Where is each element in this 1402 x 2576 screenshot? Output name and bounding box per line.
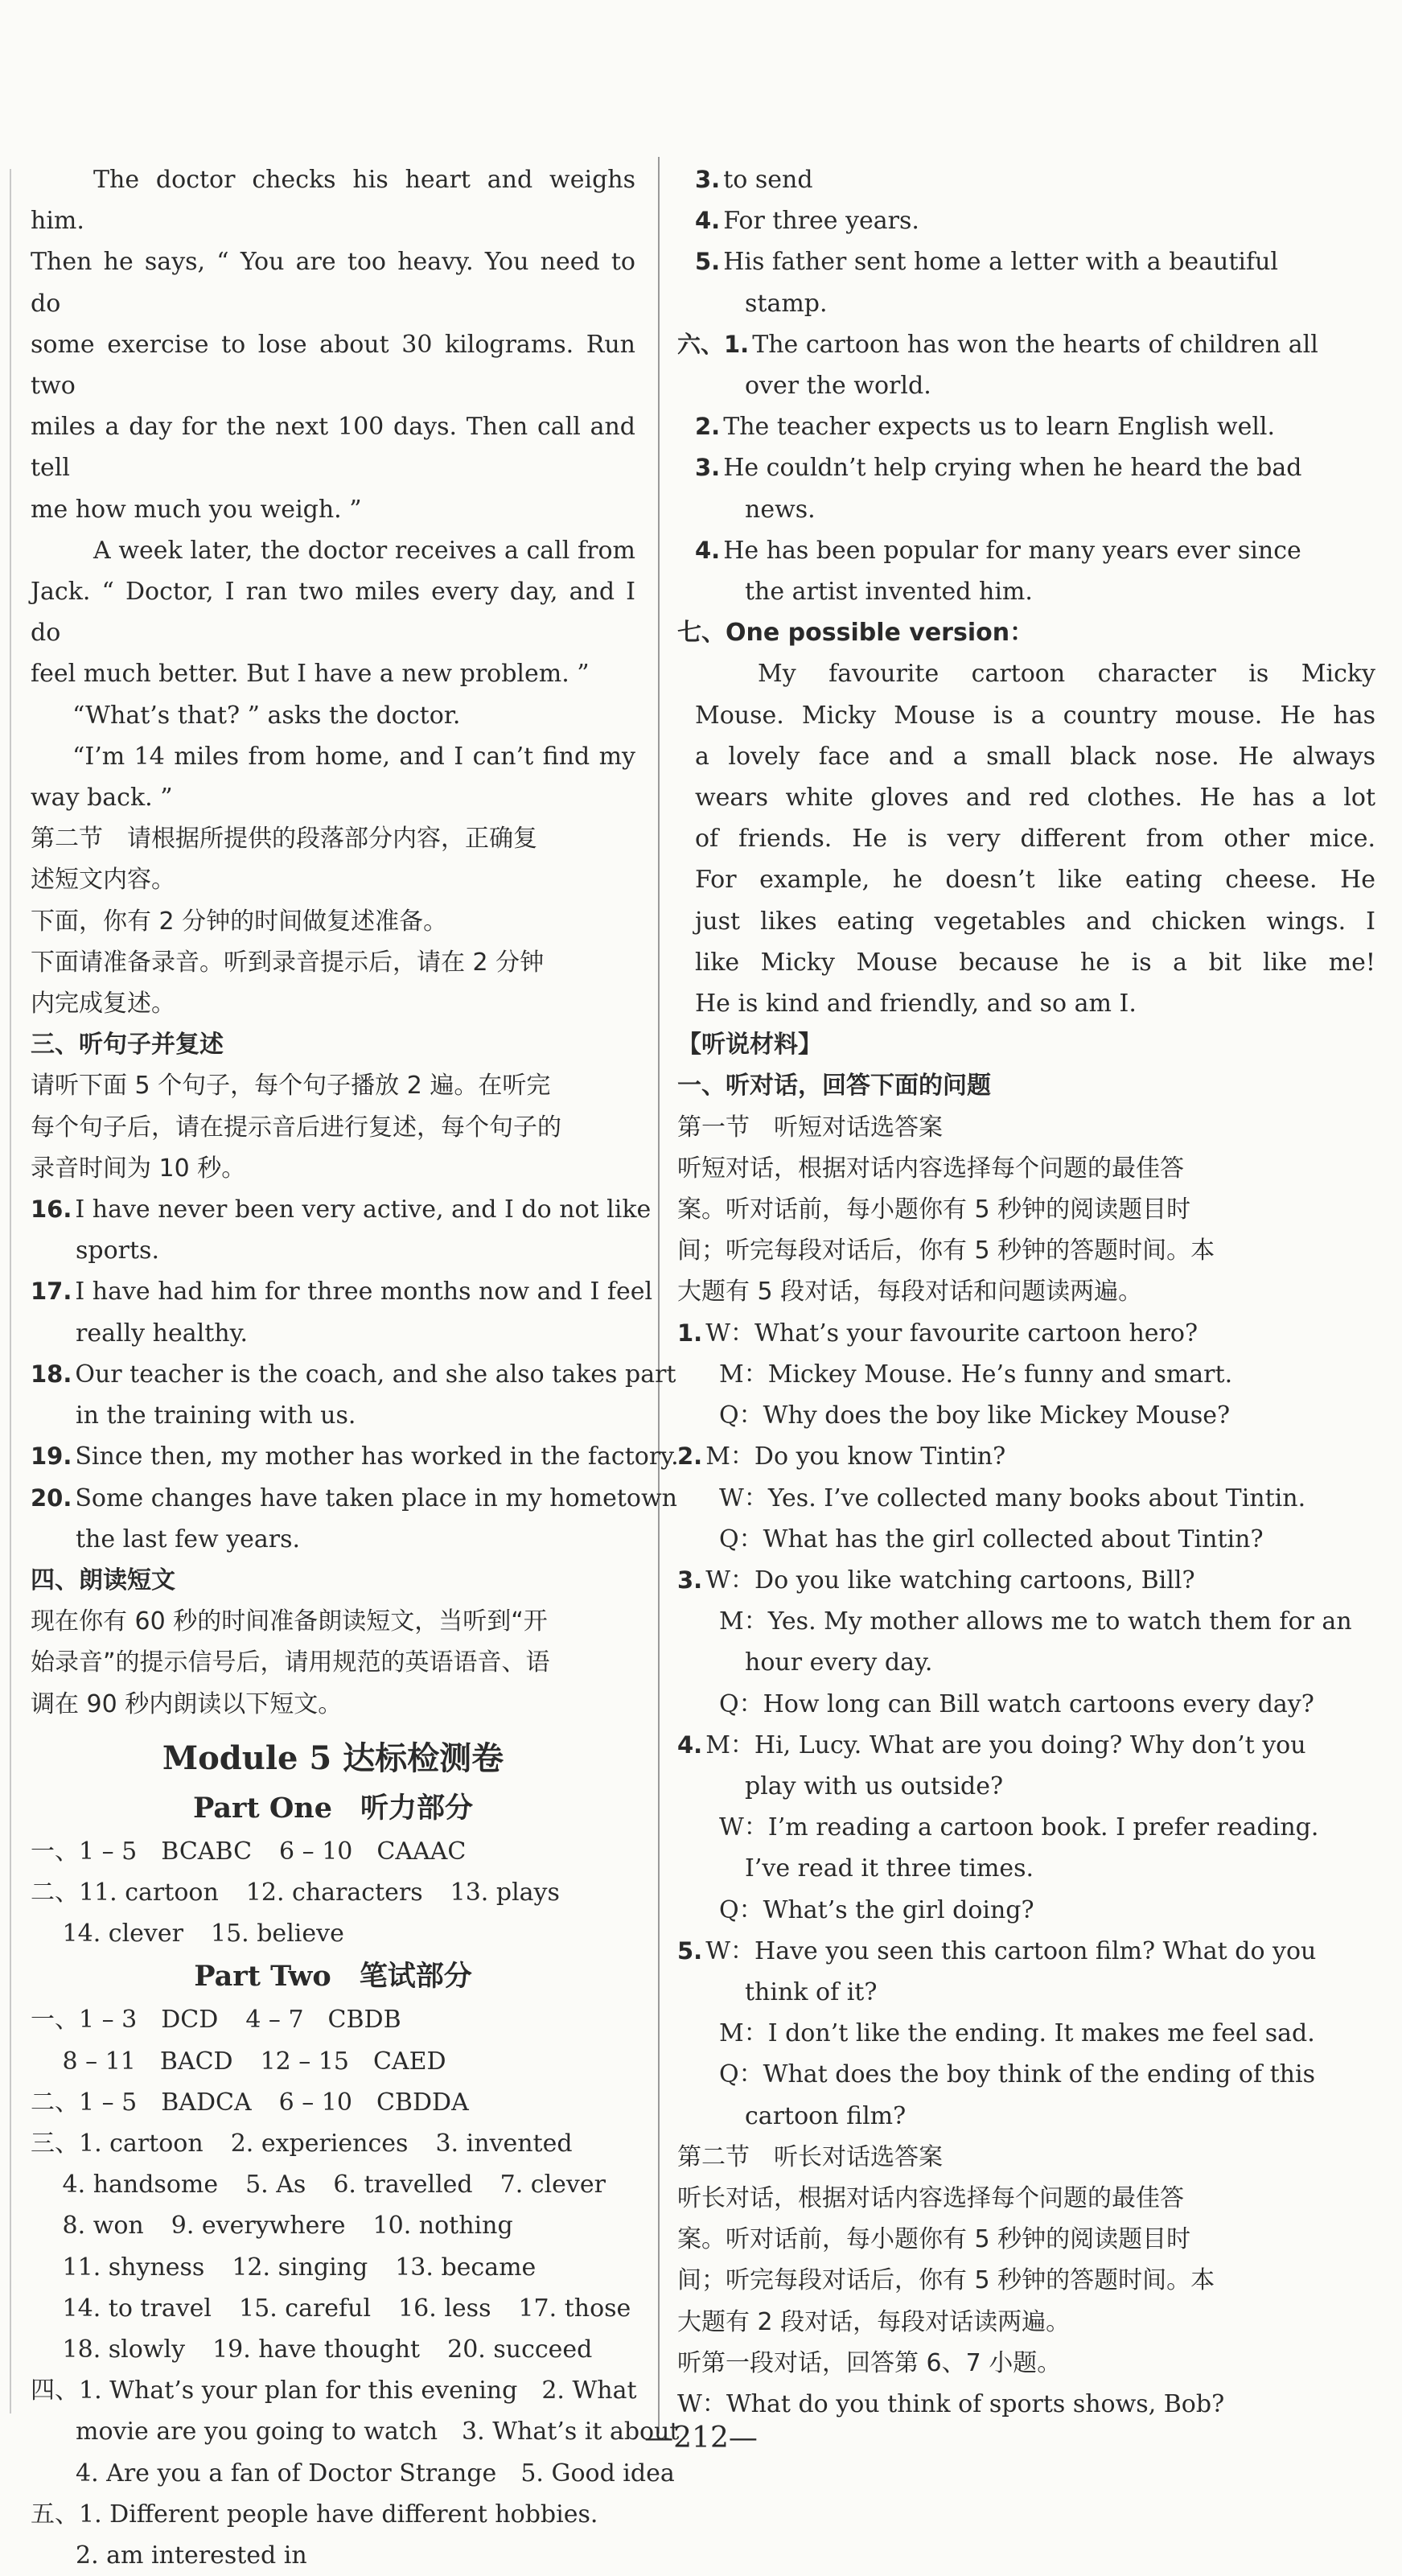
dialogue-text: think of it? [745,1977,878,2006]
speaker: W： [705,1566,755,1595]
answer-item: 14. to travel [31,2294,212,2323]
speaker: M： [705,1730,754,1759]
speaker: Q： [719,1689,763,1718]
dialogue-line [677,1560,1375,1601]
instruction-line: 述短文内容。 [31,866,175,895]
answer-item: 11. shyness [31,2253,205,2282]
answer-item: 7. clever [500,2171,606,2199]
subsection-heading: 第二节 听长对话选答案 [677,2142,943,2171]
speaker: M： [719,1607,768,1636]
instruction-line: 现在你有 60 秒的时间准备朗读短文，当听到“开 [31,1607,548,1636]
part-two-title: Part Two 笔试部分 [194,1960,472,1994]
instruction-line: 下面，你有 2 分钟的时间做复述准备。 [31,907,448,936]
answer-row [31,1872,635,1913]
instruction-line: 请听下面 5 个句子，每个句子播放 2 遍。在听完 [31,1072,551,1101]
answer-item: 10. nothing [372,2212,513,2241]
sentence-line [31,1271,653,1312]
answer-item: 14. clever [31,1920,183,1948]
dialogue-text: Have you seen this cartoon film? What do you [754,1936,1317,1965]
essay-line: wears white gloves and red clothes. He has a lot [695,784,1375,813]
answer-line [677,200,1375,241]
sentence-line [31,1395,635,1436]
item-number: 17. [31,1278,72,1306]
instruction-line: 案。听对话前，每小题你有 5 秒钟的阅读题目时 [677,2225,1191,2254]
essay-line: Mouse. Micky Mouse is a country mouse. He has [695,701,1375,730]
sentence-text: the last few years. [76,1525,301,1553]
answer-line [677,406,1375,447]
answer-line [677,241,1375,282]
dialogue-text: Do you know Tintin? [754,1442,1006,1471]
item-number: 4. [677,1730,703,1759]
answer-row [31,2082,635,2123]
answer-item: 6. travelled [333,2171,473,2199]
essay-line: For example, he doesn’t like eating cheese. He [695,866,1375,895]
answer-item: 8 – 11 BACD [31,2047,233,2076]
speaker: Q： [719,2060,763,2089]
essay-line: like Micky Mouse because he is a bit like me! [695,948,1375,977]
dialogue-line [677,1848,1375,1889]
dialogue-line [677,1972,1375,2013]
item-number: 16. [31,1195,72,1224]
dialogue-line [677,1478,1375,1519]
page-number: —212— [644,2422,758,2455]
essay-line: My favourite cartoon character is Micky [758,660,1375,689]
instruction-line: 间；听完每段对话后，你有 5 秒钟的答题时间。本 [677,1237,1215,1265]
instruction-line: 调在 90 秒内朗读以下短文。 [31,1689,343,1718]
passage-line: miles a day for the next 100 days. Then call and tell [31,413,635,483]
passage-line: “I’m 14 miles from home, and I can’t find my [72,742,635,771]
answer-row [31,1913,635,1954]
dialogue-text: Yes. I’ve collected many books about Tintin. [767,1483,1306,1512]
dialogue-text: What does the boy think of the ending of this [763,2060,1315,2089]
answer-line [677,447,1375,488]
instruction-line: 录音时间为 10 秒。 [31,1154,246,1183]
dialogue-text: play with us outside? [745,1772,1004,1800]
dialogue-text: What has the girl collected about Tintin? [763,1525,1264,1553]
answer-item: 17. those [518,2294,631,2323]
dialogue-line [677,1684,1375,1725]
instruction-line: 下面请准备录音。听到录音提示后，请在 2 分钟 [31,948,545,977]
sentence-text: I have had him for three months now and I feel [75,1278,653,1307]
instruction-line: 大题有 5 段对话，每段对话和问题读两遍。 [677,1278,1143,1307]
dialogue-text: Do you like watching cartoons, Bill? [754,1566,1195,1595]
dialogue-text: Hi, Lucy. What are you doing? Why don’t you [754,1730,1306,1759]
answer-row [31,2123,635,2164]
right-column [677,159,1375,2425]
answer-line [677,489,1375,530]
answer-line [677,324,1375,365]
dialogue-text: Why does the boy like Mickey Mouse? [763,1401,1231,1430]
sentence-line [31,1230,635,1271]
dialogue-text: What’s the girl doing? [763,1895,1034,1924]
answer-item: 13. became [395,2253,537,2282]
answer-text: For three years. [723,207,919,236]
dialogue-text: hour every day. [745,1648,933,1677]
sentence-text: I have never been very active, and I do not like [75,1195,652,1224]
answer-row [31,2247,635,2288]
dialogue-line [677,2096,1375,2137]
answer-item: 12. singing [232,2253,368,2282]
answer-item: 20. succeed [447,2335,593,2364]
answer-text: over the world. [745,372,931,401]
answer-item: 一、1 – 3 DCD [31,2006,219,2035]
passage-line: some exercise to lose about 30 kilograms. Run two [31,330,635,401]
answer-text: stamp. [745,289,828,318]
answer-line [677,159,1375,200]
answer-item: 12 – 15 CAED [260,2047,446,2076]
answer-item: 15. careful [239,2294,372,2323]
dialogue-line [677,1601,1375,1642]
answer-row [31,2041,635,2082]
answer-item: 5. As [245,2171,306,2199]
answer-text: to send [723,166,813,194]
sentence-text: Some changes have taken place in my hometown [75,1483,677,1512]
answer-text: The cartoon has won the hearts of children all [752,330,1318,359]
answer-text: He couldn’t help crying when he heard the bad [723,454,1302,483]
dialogue-line: W：What do you think of sports shows, Bob? [677,2389,1225,2418]
answer-item: 二、11. cartoon [31,1878,219,1907]
dialogue-text: What’s your favourite cartoon hero? [754,1319,1198,1348]
passage-line: me how much you weigh. ” [31,495,362,524]
speaker: Q： [719,1401,763,1430]
item-number: 5. [677,1936,703,1965]
material-title: 【听说材料】 [677,1031,822,1060]
answer-row [31,2288,635,2329]
item-number: 3. [695,166,721,193]
answer-item: 4 – 7 CBDB [245,2006,401,2035]
answer-item: 一、1 – 5 BCABC [31,1837,253,1866]
answer-item: 8. won [31,2212,144,2241]
speaker: W： [705,1319,755,1348]
instruction-line: 听短对话，根据对话内容选择每个问题的最佳答 [677,1154,1184,1183]
answer-line [677,571,1375,612]
instruction-line: 大题有 2 段对话，每段对话读两遍。 [677,2307,1071,2336]
passage-line: “What’s that? ” asks the doctor. [72,701,461,730]
sentence-line [31,1313,635,1354]
answer-line: 2. am interested in [76,2541,307,2570]
dialogue-line [677,1395,1375,1436]
dialogue-text: I’ve read it three times. [745,1854,1034,1883]
answer-item: 3. invented [435,2129,573,2158]
item-number: 六、1. [677,330,750,358]
section-heading: 三、听句子并复述 [31,1031,224,1060]
item-number: 19. [31,1442,72,1471]
dialogue-line [677,2054,1375,2095]
answer-item: 2. experiences [230,2129,409,2158]
dialogue-line [677,1642,1375,1683]
answer-text: news. [745,495,816,524]
answer-item: 18. slowly [31,2335,186,2364]
essay-line: a lovely face and a small black nose. He always [695,742,1375,771]
item-number: 18. [31,1360,72,1388]
margin-rule [10,169,11,2413]
instruction-line: 始录音”的提示信号后，请用规范的英语语音、语 [31,1648,550,1677]
answer-row [31,2164,635,2205]
speaker: M： [719,2019,768,2048]
dialogue-line [677,1931,1375,1972]
instruction-line: 案。听对话前，每小题你有 5 秒钟的阅读题目时 [677,1195,1191,1224]
section-heading: 四、朗读短文 [31,1566,175,1595]
dialogue-text: Mickey Mouse. He’s funny and smart. [767,1360,1233,1389]
passage-line: Jack. “ Doctor, I ran two miles every day, and I do [31,578,635,648]
answer-item: 三、1. cartoon [31,2129,204,2158]
answer-item: 二、1 – 5 BADCA [31,2088,252,2117]
dialogue-text: I’m reading a cartoon book. I prefer reading. [767,1813,1319,1842]
sentence-line [31,1354,676,1395]
answer-text: the artist invented him. [745,578,1033,607]
dialogue-text: I don’t like the ending. It makes me feel sad. [767,2019,1315,2048]
sentence-text: in the training with us. [76,1401,356,1430]
answer-text: The teacher expects us to learn English well. [723,413,1276,442]
essay-line: He is kind and friendly, and so am I. [695,990,1137,1018]
speaker: W： [719,1483,768,1512]
sentence-text: really healthy. [76,1319,249,1348]
item-number: 4. [695,536,721,564]
answer-item: 9. everywhere [171,2212,346,2241]
essay-line: just likes eating vegetables and chicken wings. I [695,907,1375,936]
instruction-line: 内完成复述。 [31,990,175,1018]
material-subtitle: 一、听对话，回答下面的问题 [677,1072,991,1101]
sentence-text: sports. [76,1237,159,1265]
dialogue-line [677,1725,1375,1766]
speaker: M： [705,1442,754,1471]
answer-item: 16. less [398,2294,491,2323]
instruction-line: 每个句子后，请在提示音后进行复述，每个句子的 [31,1113,561,1142]
speaker: Q： [719,1525,763,1553]
passage-line: feel much better. But I have a new problem. ” [31,660,590,689]
sentence-line [31,1478,677,1519]
answer-line [677,365,1375,406]
dialogue-line [677,1436,1375,1477]
answer-item: 15. believe [210,1920,344,1948]
item-number: 1. [677,1319,703,1347]
answer-row [31,1999,635,2040]
answer-text: His father sent home a letter with a beautiful [723,248,1279,277]
left-column [31,159,680,2576]
dialogue-line [677,1890,1375,1931]
item-number: 5. [695,248,721,276]
sentence-line [31,1436,679,1477]
item-number: 4. [695,207,721,235]
instruction-line: 听第一段对话，回答第 6、7 小题。 [677,2348,1062,2377]
section-heading: 七、One possible version： [677,619,1034,648]
item-number: 3. [677,1566,703,1594]
passage-line: The doctor checks his heart and weighs him. [31,166,635,236]
instruction-line: 间；听完每段对话后，你有 5 秒钟的答题时间。本 [677,2266,1215,2295]
speaker: W： [719,1813,768,1842]
column-divider [658,157,660,2434]
answer-item: 6 – 10 CAAAC [279,1837,467,1866]
dialogue-line [677,2013,1375,2054]
answer-row [31,2329,635,2370]
item-number: 3. [695,454,721,482]
dialogue-line [677,1519,1375,1560]
answer-line: movie are you going to watch 3. What’s it about [76,2418,680,2446]
item-number: 2. [695,413,721,441]
answer-item: 12. characters [245,1878,423,1907]
answer-row [31,1831,635,1872]
speaker: Q： [719,1895,763,1924]
passage-line: Then he says, “ You are too heavy. You need to do [31,248,635,318]
answer-line: 五、1. Different people have different hobbies. [31,2500,598,2529]
instruction-line: 听长对话，根据对话内容选择每个问题的最佳答 [677,2183,1184,2212]
sentence-text: Our teacher is the coach, and she also takes part [75,1360,676,1389]
instruction-line: 第二节 请根据所提供的段落部分内容，正确复 [31,825,537,854]
answer-item: 13. plays [450,1878,560,1907]
passage-line: way back. ” [31,784,173,813]
sentence-text: Since then, my mother has worked in the factory. [75,1442,679,1471]
speaker: M： [719,1360,768,1389]
item-number: 20. [31,1483,72,1512]
subsection-heading: 第一节 听短对话选答案 [677,1113,943,1142]
dialogue-line [677,1766,1375,1807]
answer-line [677,283,1375,324]
sentence-line [31,1189,652,1230]
answer-row [31,2205,635,2246]
essay-line: of friends. He is very different from other mice. [695,825,1375,854]
answer-line [677,530,1375,571]
dialogue-text: How long can Bill watch cartoons every day? [763,1689,1314,1718]
module-title: Module 5 达标检测卷 [162,1739,504,1777]
passage-line: A week later, the doctor receives a call from [93,536,635,565]
speaker: W： [705,1936,755,1965]
answer-item: 6 – 10 CBDDA [278,2088,469,2117]
dialogue-text: cartoon film? [745,2101,907,2130]
dialogue-line [677,1313,1375,1354]
answer-line: 4. Are you a fan of Doctor Strange 5. Good idea [76,2459,675,2488]
dialogue-line [677,1807,1375,1848]
item-number: 2. [677,1442,703,1471]
sentence-line [31,1519,635,1560]
dialogue-line [677,1354,1375,1395]
answer-item: 19. have thought [212,2335,421,2364]
part-one-title: Part One 听力部分 [192,1791,474,1825]
dialogue-text: Yes. My mother allows me to watch them for an [767,1607,1352,1636]
answer-item: 4. handsome [31,2171,219,2199]
answer-text: He has been popular for many years ever since [723,536,1301,565]
answer-line: 四、1. What’s your plan for this evening 2. What [31,2376,637,2405]
